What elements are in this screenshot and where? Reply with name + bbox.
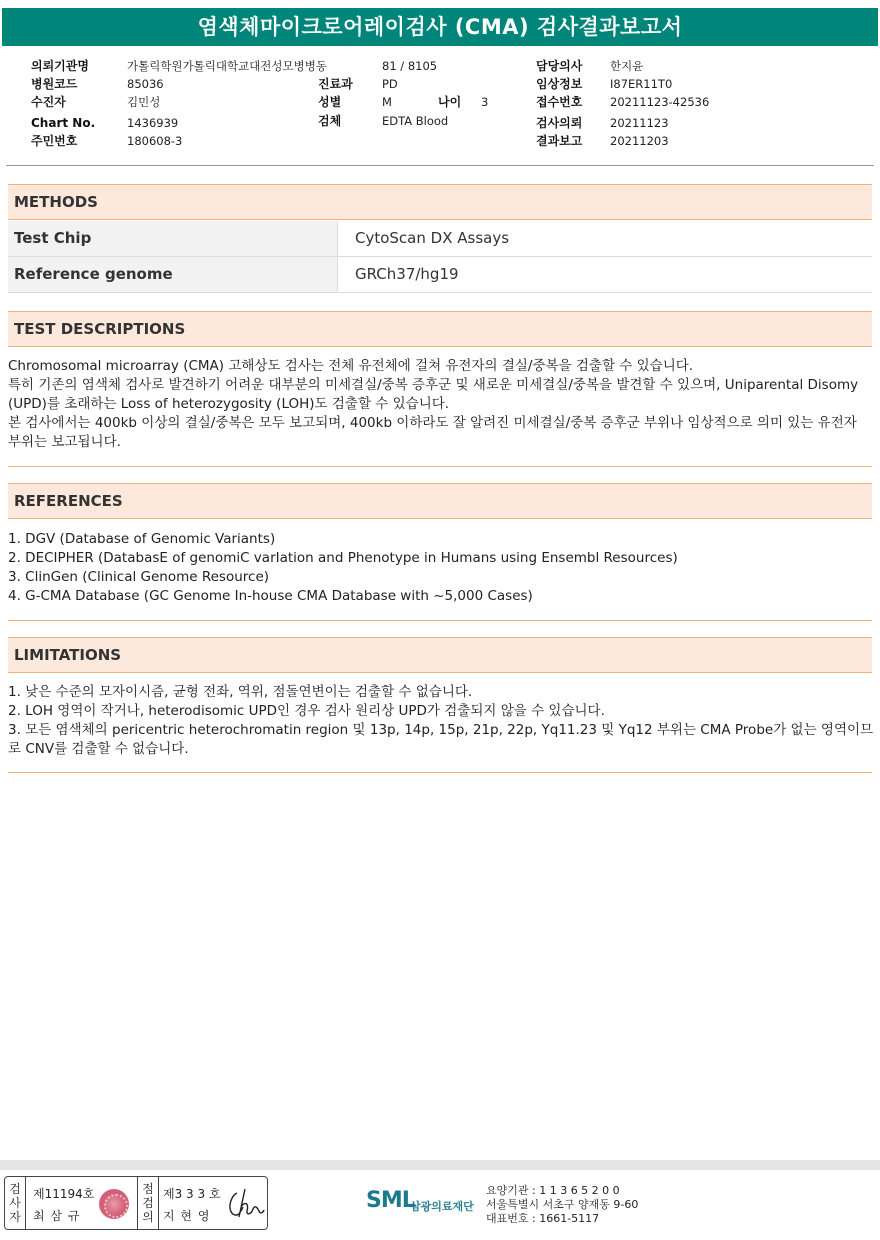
methods-heading: METHODS xyxy=(8,184,872,220)
resident-label: 주민번호 xyxy=(31,134,78,148)
clinical-value: I87ER11T0 xyxy=(610,77,673,91)
collector-label: 수진자 xyxy=(31,95,66,109)
sex-label: 성별 xyxy=(318,95,342,109)
receipt-value: 20211123-42536 xyxy=(610,95,710,109)
methods-row-key: Test Chip xyxy=(8,221,338,256)
info-divider xyxy=(6,165,874,166)
chart-label: Chart No. xyxy=(31,116,96,130)
examiner-label: 검사자 xyxy=(9,1182,21,1224)
methods-row-value: CytoScan DX Assays xyxy=(355,229,510,247)
methods-row xyxy=(8,221,872,257)
ward-value: 81 / 8105 xyxy=(382,59,438,73)
specimen-label: 검체 xyxy=(318,114,342,128)
reviewer-number: 제3 3 3 호 xyxy=(163,1187,221,1201)
description-line: Chromosomal microarray (CMA) 고해상도 검사는 전체 유전체에 걸쳐 유전자의 결실/중복을 검출할 수 있습니다. xyxy=(8,358,694,374)
section-divider xyxy=(8,466,872,467)
descriptions-text xyxy=(8,357,874,452)
methods-row-value: GRCh37/hg19 xyxy=(355,265,459,283)
receipt-label: 접수번호 xyxy=(536,95,583,109)
section-divider xyxy=(8,772,872,773)
reference-item: 3. ClinGen (Clinical Genome Resource) xyxy=(8,569,270,585)
specimen-value: EDTA Blood xyxy=(382,114,449,128)
dept-label: 진료과 xyxy=(318,77,353,91)
reference-item: 2. DECIPHER (DatabasE of genomiC varIation and Phenotype in Humans using Ensembl Resources) xyxy=(8,550,678,566)
limitation-item: 2. LOH 영역이 작거나, heterodisomic UPD인 경우 검사 원리상 UPD가 검출되지 않을 수 있습니다. xyxy=(8,703,605,719)
description-line: 본 검사에서는 400kb 이상의 결실/중복은 모두 보고되며, 400kb 이하라도 잘 알려진 미세결실/중복 증후군 부위나 임상적으로 의미 있는 유전자 부위는 보고됩니다. xyxy=(8,415,857,450)
divider xyxy=(158,1177,159,1229)
dept-value: PD xyxy=(382,77,398,91)
references-heading: REFERENCES xyxy=(8,483,872,519)
institution-label: 의뢰기관명 xyxy=(31,59,89,73)
reviewer-name: 지 현 영 xyxy=(163,1209,211,1223)
doctor-label: 담당의사 xyxy=(536,59,583,73)
examiner-name: 최 삼 규 xyxy=(33,1209,81,1223)
resident-value: 180608-3 xyxy=(127,134,183,148)
limitations-list xyxy=(8,683,874,759)
seal-stamp xyxy=(99,1189,129,1219)
divider xyxy=(25,1177,26,1229)
request-label: 검사의뢰 xyxy=(536,116,583,130)
references-list xyxy=(8,530,874,606)
logo-name: 삼광의료재단 xyxy=(410,1200,474,1213)
institution-address xyxy=(486,1184,638,1226)
reference-item: 1. DGV (Database of Genomic Variants) xyxy=(8,531,276,547)
limitation-item: 1. 낮은 수준의 모자이시즘, 균형 전좌, 역위, 점돌연변이는 검출할 수 없습니다. xyxy=(8,684,473,700)
hospital-code-value: 85036 xyxy=(127,77,164,91)
reviewer-label: 점검의 xyxy=(142,1182,154,1224)
institution-value: 가톨릭학원가톨릭대학교대전성모병병동 xyxy=(127,59,327,73)
signature-icon xyxy=(223,1185,265,1223)
section-divider xyxy=(8,620,872,621)
report-label: 결과보고 xyxy=(536,134,583,148)
report-title: 염색체마이크로어레이검사 (CMA) 검사결과보고서 xyxy=(2,8,878,46)
hospital-code-label: 병원코드 xyxy=(31,77,78,91)
doctor-value: 한지윤 xyxy=(610,59,644,73)
address-line: 대표번호 : 1661-5117 xyxy=(486,1212,600,1225)
report-value: 20211203 xyxy=(610,134,669,148)
limitation-item: 3. 모든 염색체의 pericentric heterochromatin region 및 13p, 14p, 15p, 21p, 22p, Yq11.23 및 Yq12 부위는 CMA Probe가 없는 영역이므로 CNV를 검출할 수 없습니다. xyxy=(8,722,874,757)
patient-info xyxy=(0,54,880,164)
address-line: 요양기관 : 1 1 3 6 5 2 0 0 xyxy=(486,1184,620,1197)
signature-box xyxy=(4,1176,268,1230)
age-label: 나이 xyxy=(438,95,462,109)
reference-item: 4. G-CMA Database (GC Genome In-house CMA Database with ~5,000 Cases) xyxy=(8,588,533,604)
methods-row xyxy=(8,257,872,293)
descriptions-heading: TEST DESCRIPTIONS xyxy=(8,311,872,347)
address-line: 서울특별시 서초구 양재동 9-60 xyxy=(486,1198,639,1211)
limitations-heading: LIMITATIONS xyxy=(8,637,872,673)
clinical-label: 임상정보 xyxy=(536,77,583,91)
footer-band xyxy=(0,1160,880,1170)
logo-mark: SML xyxy=(366,1188,415,1213)
request-value: 20211123 xyxy=(610,116,669,130)
chart-value: 1436939 xyxy=(127,116,179,130)
collector-value: 김민성 xyxy=(127,95,161,109)
sex-value: M xyxy=(382,95,392,109)
sml-logo xyxy=(366,1184,484,1224)
examiner-number: 제11194호 xyxy=(33,1187,95,1201)
divider xyxy=(137,1177,138,1229)
description-line: 특히 기존의 염색체 검사로 발견하기 어려운 대부분의 미세결실/중복 증후군 및 새로운 미세결실/중복을 발견할 수 있으며, Uniparental Disomy (UPD)를 초래하는 Loss of heterozygosity (LOH)도 검출할 수 있습니다. xyxy=(8,377,859,412)
age-value: 3 xyxy=(481,95,489,109)
methods-row-key: Reference genome xyxy=(8,257,338,292)
